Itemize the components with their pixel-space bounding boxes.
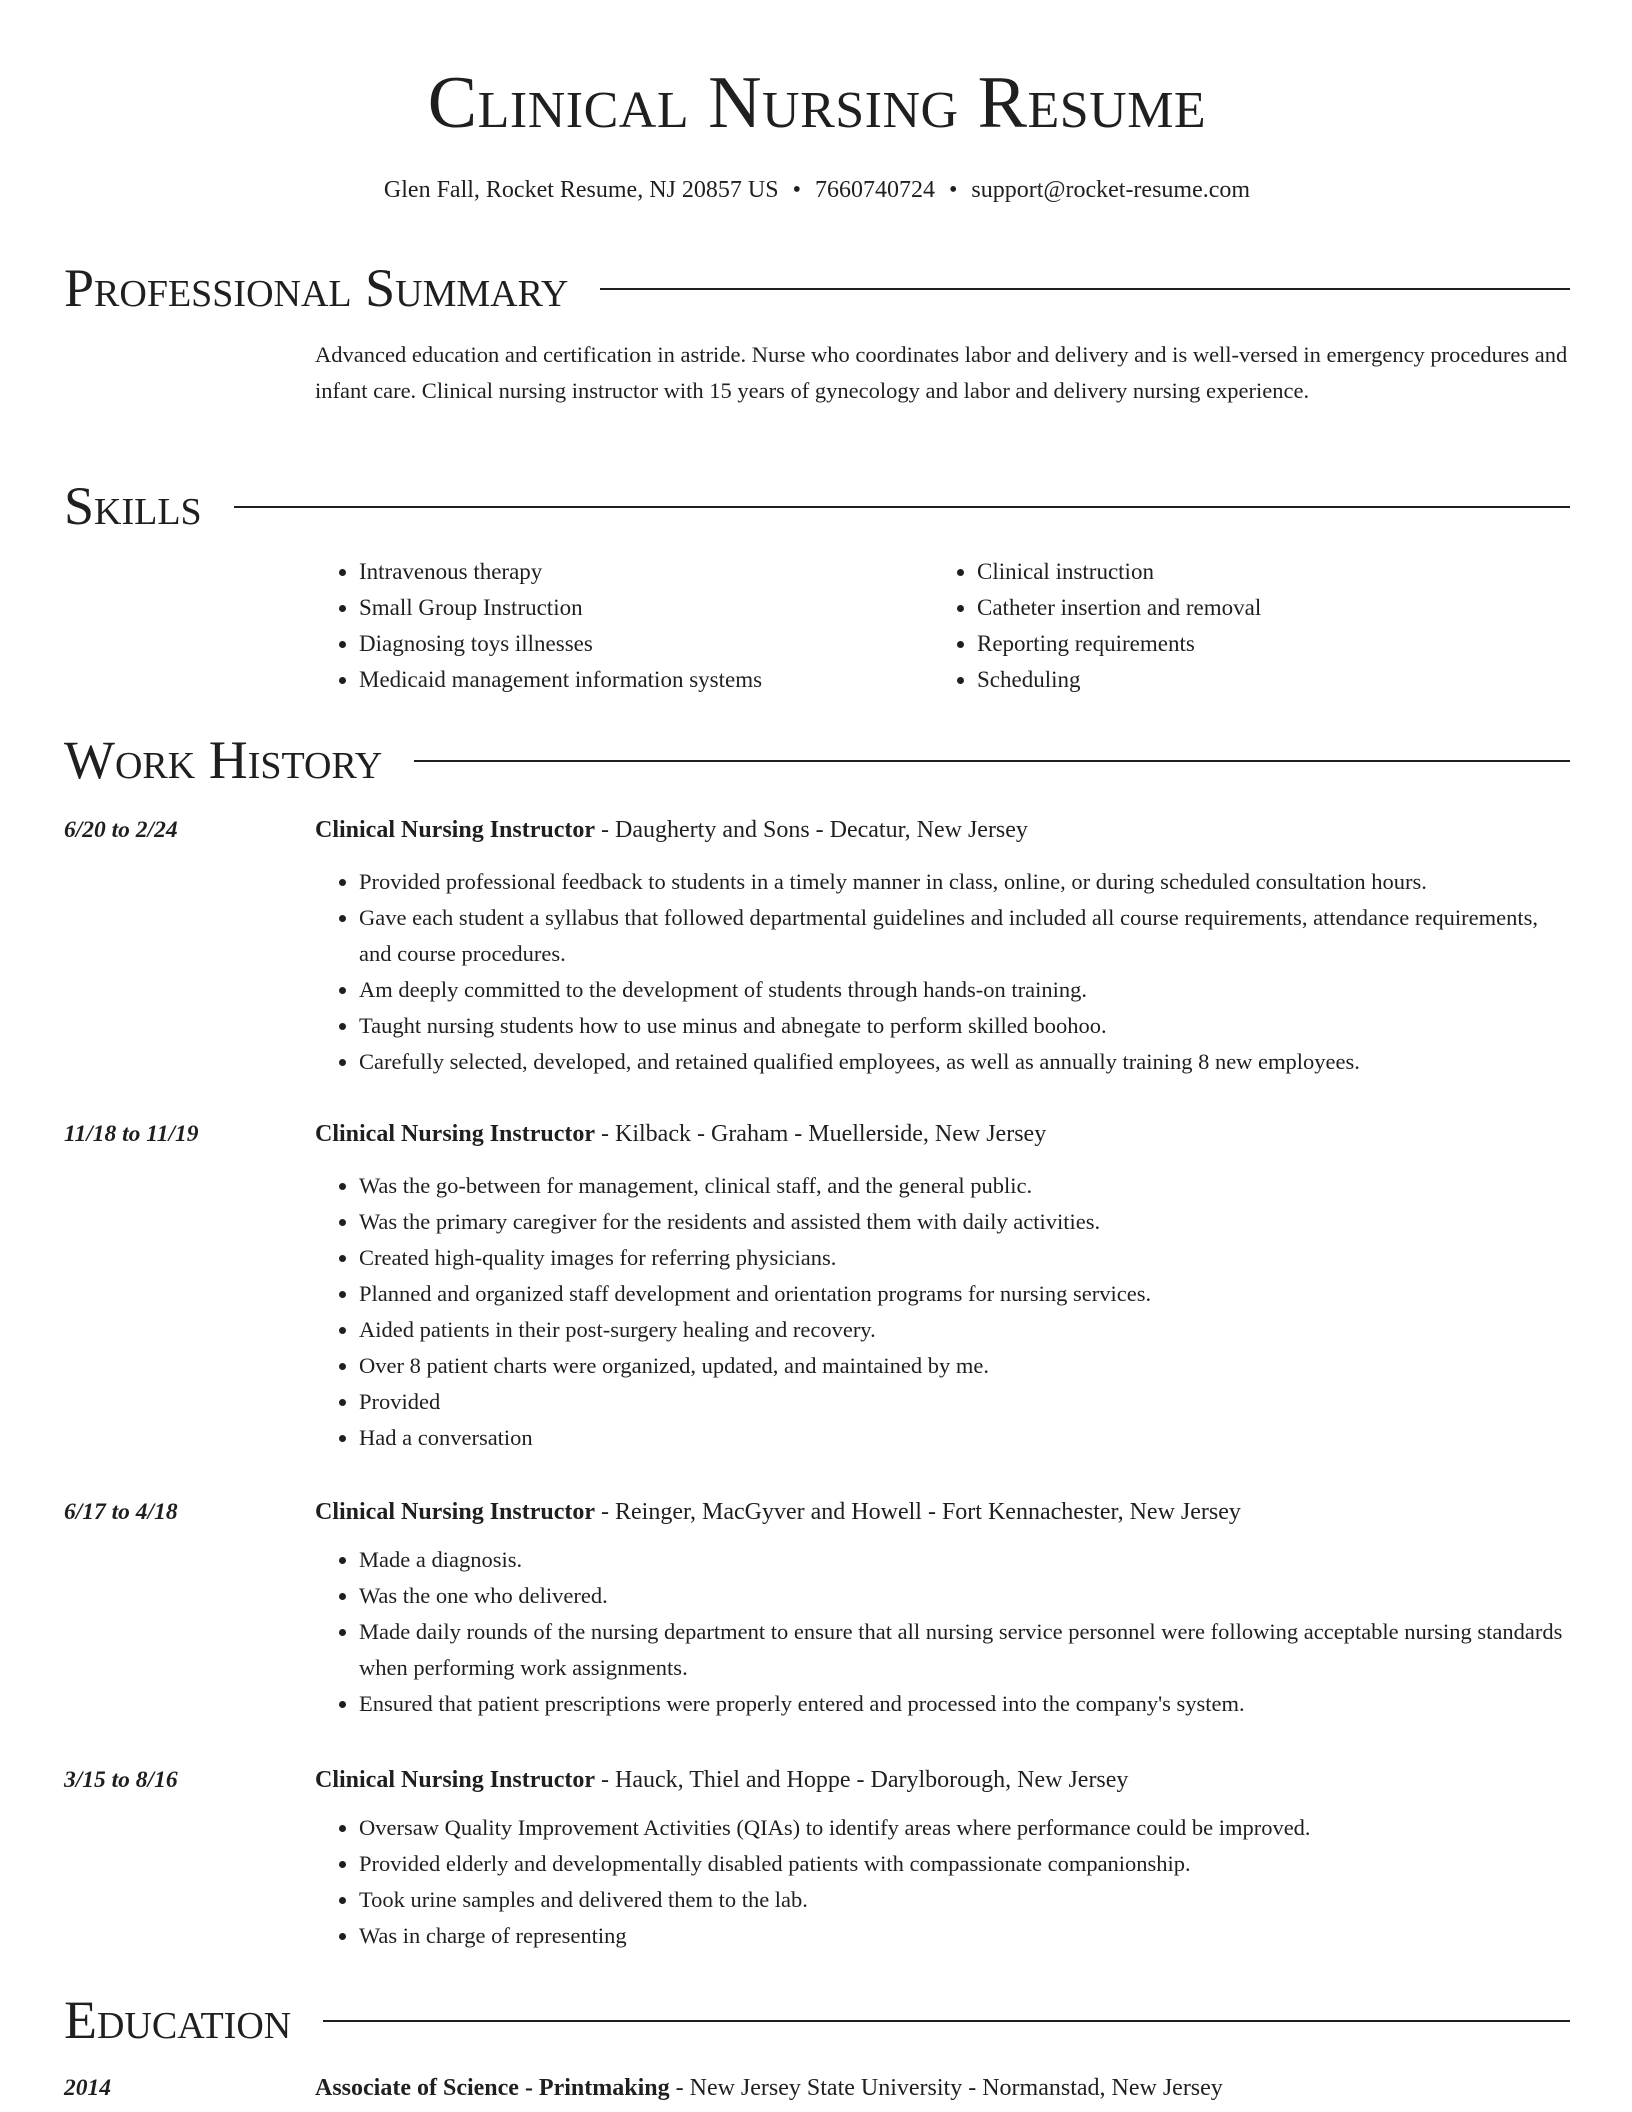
job-bullet: • Was the go-between for management, clinical staff, and the general public. bbox=[359, 1168, 1570, 1204]
job-dates: 6/20 to 2/24 bbox=[64, 817, 178, 843]
contact-phone: 7660740724 bbox=[814, 177, 935, 203]
job-bullet: • Taught nursing students how to use minus and abnegate to perform skilled boohoo. bbox=[359, 1008, 1570, 1044]
job-dates: 6/17 to 4/18 bbox=[64, 1499, 178, 1525]
job-title-line bbox=[315, 1116, 1046, 1152]
section-divider bbox=[323, 2020, 1570, 2022]
section-summary-header bbox=[64, 258, 1570, 318]
contact-line bbox=[64, 174, 1570, 206]
skill-item: • Diagnosing toys illnesses bbox=[359, 626, 933, 662]
job-bullet: • Provided bbox=[359, 1384, 1570, 1420]
job-entry bbox=[64, 1116, 1570, 1456]
job-bullet: • Provided professional feedback to students in a timely manner in class, online, or during scheduled consultation hours. bbox=[359, 864, 1570, 900]
skills-column-left bbox=[315, 554, 933, 698]
resume-title: Clinical Nursing Resume bbox=[427, 62, 1207, 144]
job-bullet: • Made daily rounds of the nursing department to ensure that all nursing service personnel were following acceptable nursing standards when performing work assignments. bbox=[359, 1614, 1570, 1686]
resume-page bbox=[64, 0, 1570, 2101]
job-bullet: • Had a conversation bbox=[359, 1420, 1570, 1456]
job-bullet: • Carefully selected, developed, and retained qualified employees, as well as annually training 8 new employees. bbox=[359, 1044, 1570, 1080]
job-employer: Hauck, Thiel and Hoppe - Darylborough, New Jersey bbox=[615, 1767, 1129, 1793]
job-bullets bbox=[64, 1810, 1570, 1954]
section-education-header bbox=[64, 1990, 1570, 2050]
education-school: New Jersey State University - Normanstad, New Jersey bbox=[689, 2075, 1223, 2101]
skill-item: • Catheter insertion and removal bbox=[977, 590, 1551, 626]
job-dash: - bbox=[595, 1499, 616, 1525]
contact-email: support@rocket-resume.com bbox=[971, 177, 1251, 203]
section-divider bbox=[600, 288, 1570, 290]
job-bullets bbox=[64, 1168, 1570, 1456]
section-heading: Work History bbox=[64, 730, 383, 790]
job-bullet: • Was the primary caregiver for the residents and assisted them with daily activities. bbox=[359, 1204, 1570, 1240]
job-bullet: • Ensured that patient prescriptions were properly entered and processed into the company's system. bbox=[359, 1686, 1570, 1722]
skill-item: • Small Group Instruction bbox=[359, 590, 933, 626]
job-employer: Reinger, MacGyver and Howell - Fort Kennachester, New Jersey bbox=[615, 1499, 1241, 1525]
job-title-line bbox=[315, 1762, 1128, 1798]
skills-list bbox=[315, 554, 1570, 698]
job-header bbox=[64, 1494, 1570, 1530]
job-dash: - bbox=[595, 1767, 616, 1793]
section-divider bbox=[234, 506, 1570, 508]
job-bullet: • Over 8 patient charts were organized, updated, and maintained by me. bbox=[359, 1348, 1570, 1384]
job-bullet: • Oversaw Quality Improvement Activities (QIAs) to identify areas where performance could be improved. bbox=[359, 1810, 1570, 1846]
job-title: Clinical Nursing Instructor bbox=[315, 1767, 596, 1793]
skills-column-right bbox=[933, 554, 1551, 698]
skill-item: • Intravenous therapy bbox=[359, 554, 933, 590]
job-title: Clinical Nursing Instructor bbox=[315, 817, 596, 843]
section-heading: Education bbox=[64, 1990, 292, 2050]
skill-item: • Scheduling bbox=[977, 662, 1551, 698]
job-dash: - bbox=[595, 817, 616, 843]
job-dates: 11/18 to 11/19 bbox=[64, 1121, 199, 1147]
job-bullet: • Planned and organized staff development and orientation programs for nursing services. bbox=[359, 1276, 1570, 1312]
job-entry bbox=[64, 1762, 1570, 1954]
section-divider bbox=[414, 760, 1570, 762]
job-bullet: • Aided patients in their post-surgery healing and recovery. bbox=[359, 1312, 1570, 1348]
job-dash: - bbox=[595, 1121, 616, 1147]
job-entry bbox=[64, 1494, 1570, 1722]
job-title: Clinical Nursing Instructor bbox=[315, 1121, 596, 1147]
education-degree: Associate of Science - Printmaking bbox=[315, 2075, 670, 2101]
education-dash: - bbox=[669, 2075, 690, 2101]
contact-separator: • bbox=[948, 177, 958, 203]
job-bullet: • Took urine samples and delivered them to the lab. bbox=[359, 1882, 1570, 1918]
job-header bbox=[64, 812, 1570, 848]
job-title-line bbox=[315, 812, 1028, 848]
job-employer: Kilback - Graham - Muellerside, New Jersey bbox=[615, 1121, 1047, 1147]
job-header bbox=[64, 1762, 1570, 1798]
job-bullet: • Provided elderly and developmentally disabled patients with compassionate companionship. bbox=[359, 1846, 1570, 1882]
contact-address: Glen Fall, Rocket Resume, NJ 20857 US bbox=[383, 177, 779, 203]
skill-item: • Clinical instruction bbox=[977, 554, 1551, 590]
section-heading: Skills bbox=[64, 476, 202, 536]
contact-separator: • bbox=[792, 177, 801, 203]
education-line bbox=[315, 2070, 1223, 2106]
job-employer: Daugherty and Sons - Decatur, New Jersey bbox=[615, 817, 1028, 843]
job-bullet: • Am deeply committed to the development of students through hands-on training. bbox=[359, 972, 1570, 1008]
section-heading: Professional Summary bbox=[64, 258, 569, 318]
job-bullet: • Made a diagnosis. bbox=[359, 1542, 1570, 1578]
section-skills-header bbox=[64, 476, 1570, 536]
section-work-header bbox=[64, 730, 1570, 790]
job-entry bbox=[64, 812, 1570, 1080]
job-bullets bbox=[64, 1542, 1570, 1722]
job-bullet: • Was in charge of representing bbox=[359, 1918, 1570, 1954]
education-entry bbox=[64, 2070, 1570, 2106]
education-year: 2014 bbox=[64, 2075, 111, 2101]
summary-text: Advanced education and certification in astride. Nurse who coordinates labor and delivery and is well-versed in emergency procedures and infant care. Clinical nursing instructor with 15 years of gynecology and labor and delivery nursing experience. bbox=[315, 342, 1568, 403]
job-dates: 3/15 to 8/16 bbox=[64, 1767, 178, 1793]
education-header bbox=[64, 2070, 1570, 2106]
job-title: Clinical Nursing Instructor bbox=[315, 1499, 596, 1525]
job-bullets bbox=[64, 864, 1570, 1080]
job-bullet: • Gave each student a syllabus that followed departmental guidelines and included all course requirements, attendance requirements, and course procedures. bbox=[359, 900, 1570, 972]
skill-item: • Reporting requirements bbox=[977, 626, 1551, 662]
job-bullet: • Was the one who delivered. bbox=[359, 1578, 1570, 1614]
job-header bbox=[64, 1116, 1570, 1152]
skill-item: • Medicaid management information systems bbox=[359, 662, 933, 698]
job-title-line bbox=[315, 1494, 1241, 1530]
job-bullet: • Created high-quality images for referring physicians. bbox=[359, 1240, 1570, 1276]
